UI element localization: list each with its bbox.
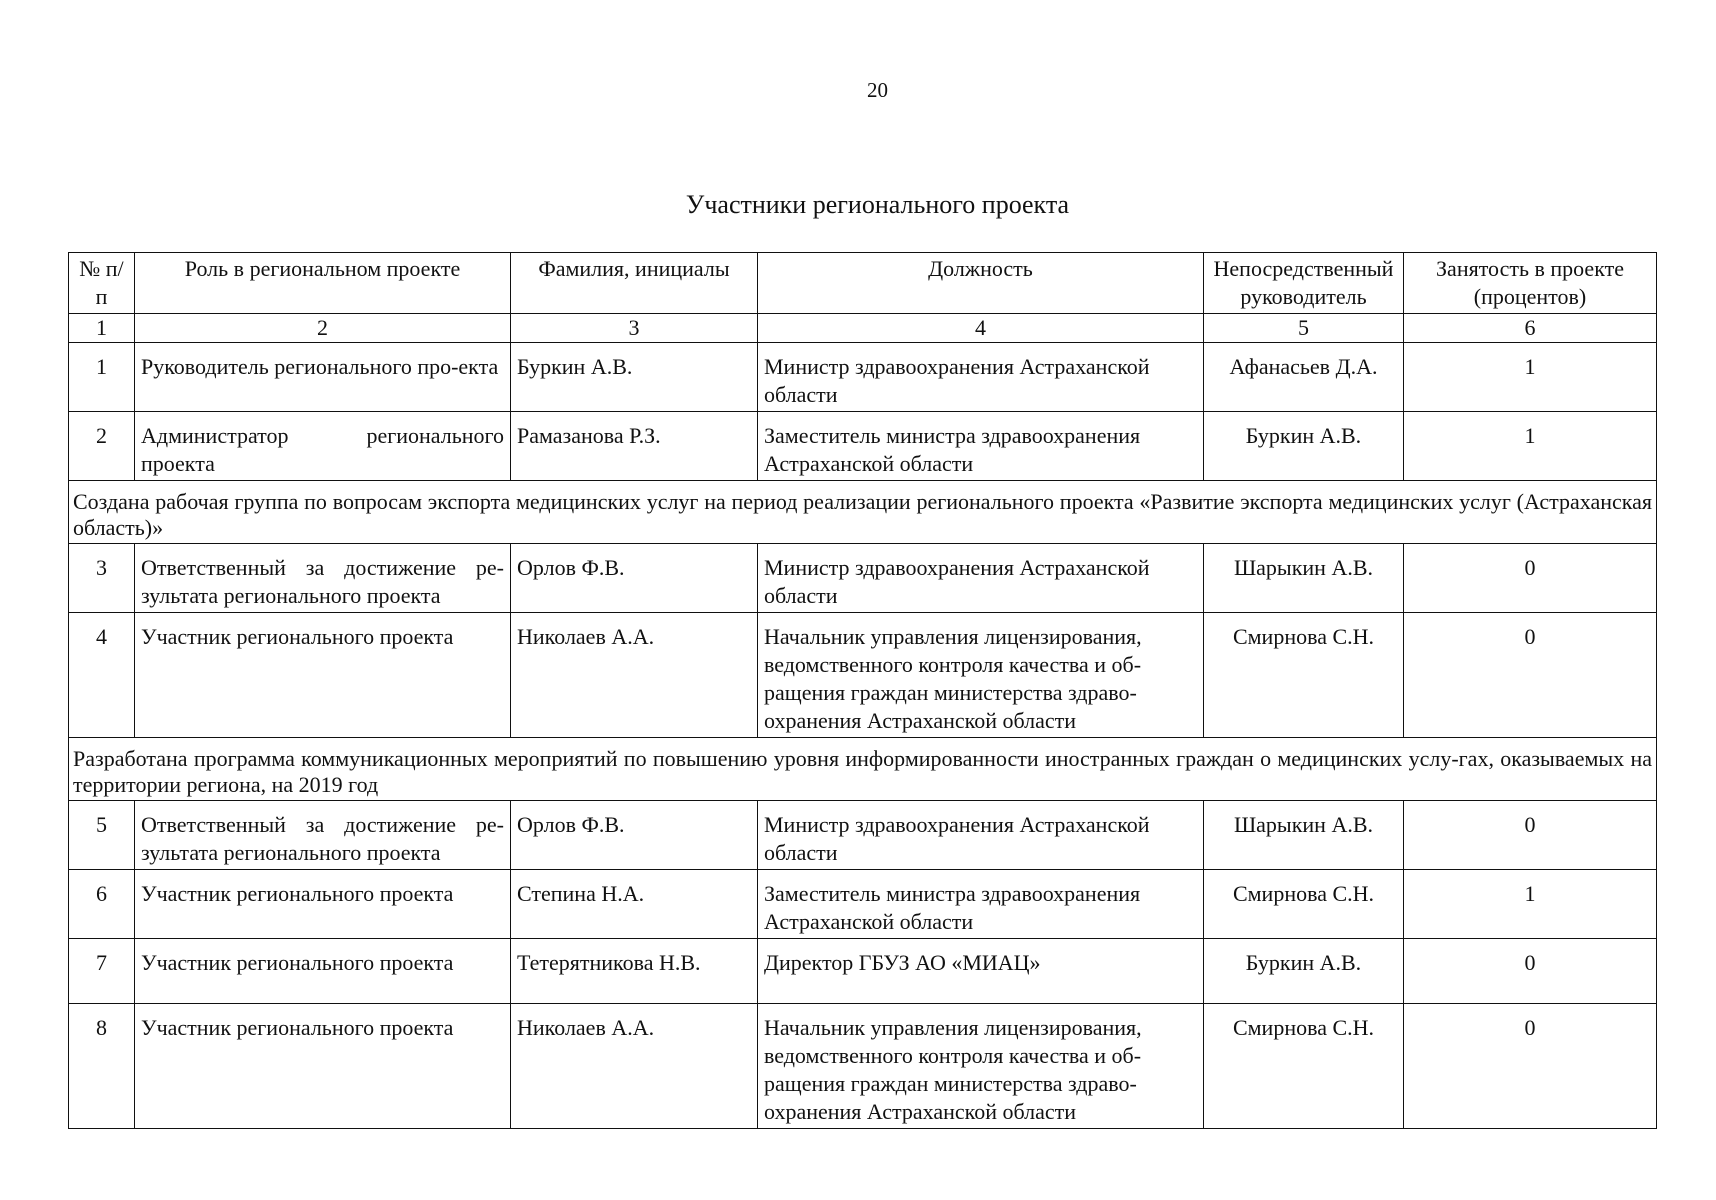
row-name: Буркин А.В. xyxy=(511,343,758,412)
row-position: Министр здравоохранения Астраханской области xyxy=(758,343,1204,412)
row-supervisor: Смирнова С.Н. xyxy=(1204,613,1404,738)
row-position: Министр здравоохранения Астраханской области xyxy=(758,801,1204,870)
row-employment: 0 xyxy=(1404,613,1657,738)
page-number: 20 xyxy=(867,78,888,102)
header-employment: Занятость в проекте (процентов) xyxy=(1404,253,1657,314)
column-number: 3 xyxy=(511,314,758,343)
row-supervisor: Шарыкин А.В. xyxy=(1204,544,1404,613)
row-name: Орлов Ф.В. xyxy=(511,544,758,613)
row-name: Николаев А.А. xyxy=(511,1004,758,1129)
header-role: Роль в региональном проекте xyxy=(135,253,511,314)
row-role: Участник регионального проекта xyxy=(135,870,511,939)
table-row xyxy=(69,613,1657,738)
row-role: Участник регионального проекта xyxy=(135,939,511,1004)
row-supervisor: Буркин А.В. xyxy=(1204,412,1404,481)
row-role: Руководитель регионального про-екта xyxy=(135,343,511,412)
row-position: Министр здравоохранения Астраханской области xyxy=(758,544,1204,613)
row-employment: 0 xyxy=(1404,939,1657,1004)
column-number: 4 xyxy=(758,314,1204,343)
row-supervisor: Смирнова С.Н. xyxy=(1204,1004,1404,1129)
row-position: Начальник управления лицензирования, ведомственного контроля качества и об-ращения граждан министерства здраво-охранения Астраханской области xyxy=(758,1004,1204,1129)
row-num: 7 xyxy=(69,939,135,1004)
column-number: 6 xyxy=(1404,314,1657,343)
table-row xyxy=(69,801,1657,870)
row-employment: 1 xyxy=(1404,343,1657,412)
row-role: Ответственный за достижение ре-зультата регионального проекта xyxy=(135,544,511,613)
header-num: № п/п xyxy=(69,253,135,314)
table-row xyxy=(69,412,1657,481)
table-row xyxy=(69,939,1657,1004)
row-supervisor: Афанасьев Д.А. xyxy=(1204,343,1404,412)
header-position: Должность xyxy=(758,253,1204,314)
header-supervisor: Непосредственный руководитель xyxy=(1204,253,1404,314)
table-row xyxy=(69,343,1657,412)
row-position: Заместитель министра здравоохранения Астраханской области xyxy=(758,412,1204,481)
row-num: 1 xyxy=(69,343,135,412)
table-row xyxy=(69,1004,1657,1129)
row-role: Администратор регионального проекта xyxy=(135,412,511,481)
row-position: Директор ГБУЗ АО «МИАЦ» xyxy=(758,939,1204,1004)
row-num: 3 xyxy=(69,544,135,613)
row-name: Николаев А.А. xyxy=(511,613,758,738)
row-name: Степина Н.А. xyxy=(511,870,758,939)
row-role: Участник регионального проекта xyxy=(135,1004,511,1129)
row-employment: 0 xyxy=(1404,801,1657,870)
header-name: Фамилия, инициалы xyxy=(511,253,758,314)
row-employment: 0 xyxy=(1404,544,1657,613)
table-row xyxy=(69,544,1657,613)
row-num: 6 xyxy=(69,870,135,939)
section-row xyxy=(69,481,1657,544)
row-name: Тетерятникова Н.В. xyxy=(511,939,758,1004)
table-row xyxy=(69,870,1657,939)
participants-table xyxy=(68,252,1657,1129)
row-role: Участник регионального проекта xyxy=(135,613,511,738)
column-number: 2 xyxy=(135,314,511,343)
column-number: 5 xyxy=(1204,314,1404,343)
row-name: Орлов Ф.В. xyxy=(511,801,758,870)
table-header-row xyxy=(69,253,1657,314)
row-employment: 1 xyxy=(1404,412,1657,481)
row-name: Рамазанова Р.З. xyxy=(511,412,758,481)
row-employment: 0 xyxy=(1404,1004,1657,1129)
row-position: Начальник управления лицензирования, ведомственного контроля качества и об-ращения граждан министерства здраво-охранения Астраханской области xyxy=(758,613,1204,738)
section-text: Создана рабочая группа по вопросам экспорта медицинских услуг на период реализации регионального проекта «Развитие экспорта медицинских услуг (Астраханская область)» xyxy=(69,481,1657,544)
section-row xyxy=(69,738,1657,801)
row-num: 8 xyxy=(69,1004,135,1129)
row-num: 4 xyxy=(69,613,135,738)
row-supervisor: Смирнова С.Н. xyxy=(1204,870,1404,939)
row-num: 5 xyxy=(69,801,135,870)
row-role: Ответственный за достижение ре-зультата регионального проекта xyxy=(135,801,511,870)
row-supervisor: Буркин А.В. xyxy=(1204,939,1404,1004)
column-number-row xyxy=(69,314,1657,343)
column-number: 1 xyxy=(69,314,135,343)
row-num: 2 xyxy=(69,412,135,481)
section-text: Разработана программа коммуникационных мероприятий по повышению уровня информированности иностранных граждан о медицинских услу-гах, оказываемых на территории региона, на 2019 год xyxy=(69,738,1657,801)
document-title: Участники регионального проекта xyxy=(685,190,1070,219)
row-position: Заместитель министра здравоохранения Астраханской области xyxy=(758,870,1204,939)
row-supervisor: Шарыкин А.В. xyxy=(1204,801,1404,870)
row-employment: 1 xyxy=(1404,870,1657,939)
